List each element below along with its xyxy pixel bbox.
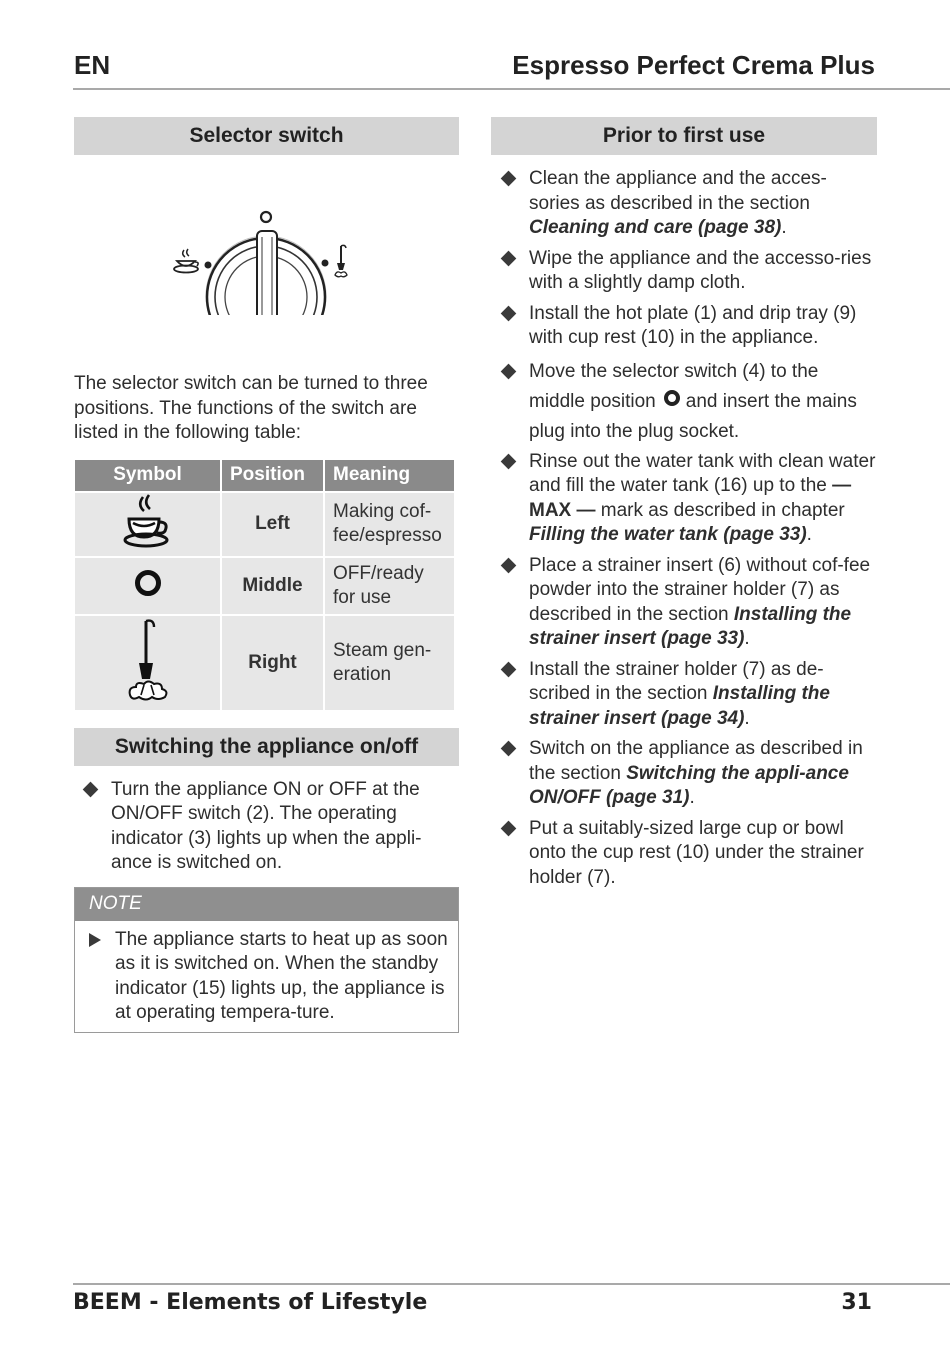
table-row: [75, 616, 454, 710]
column-header: Symbol: [75, 460, 220, 491]
note-body: [75, 921, 458, 1032]
prior-first-use-list: [491, 167, 877, 890]
diamond-bullet-icon: [501, 661, 517, 677]
table-row: [75, 493, 454, 556]
diamond-bullet-icon: [501, 453, 517, 469]
diamond-bullet-icon: [501, 557, 517, 573]
list-item: Install the strainer holder (7) as de-scribed in the section Installing the strainer insert (page 34).: [491, 658, 877, 732]
language-code: EN: [74, 50, 111, 80]
diamond-bullet-icon: [501, 171, 517, 187]
diamond-bullet-icon: [501, 741, 517, 757]
note-text: The appliance starts to heat up as soon as it is switched on. When the standby indicator (15) lights up, the appliance is at operating tempera-ture.: [115, 928, 448, 1023]
meaning-cell: Steam gen-eration: [325, 616, 454, 710]
list-item: Install the hot plate (1) and drip tray (9) with cup rest (10) in the appliance.: [491, 302, 877, 351]
list-item: Move the selector switch (4) to the middle position and insert the mains plug into the plug socket.: [491, 357, 877, 447]
cross-reference: Filling the water tank (page 33): [529, 524, 807, 545]
circle-off-icon: [664, 390, 680, 406]
list-item: Place a strainer insert (6) without cof-fee powder into the strainer holder (7) as described in the section Installing the strainer insert (page 33).: [491, 554, 877, 652]
column-header: Position: [222, 460, 323, 491]
circle-off-icon: [75, 558, 220, 614]
list-item: Clean the appliance and the acces-sories as described in the section Cleaning and care (page 38).: [491, 167, 877, 241]
prior-first-use-heading: Prior to first use: [491, 117, 877, 155]
diamond-bullet-icon: [501, 250, 517, 266]
diamond-bullet-icon: [83, 781, 99, 797]
cross-reference: Installing the strainer insert (page 33): [529, 603, 852, 649]
coffee-cup-icon: [75, 493, 220, 556]
header-divider: [73, 88, 950, 90]
note-label: NOTE: [75, 888, 458, 921]
list-item: Put a suitably-sized large cup or bowl onto the cup rest (10) under the strainer holder (7).: [491, 817, 877, 891]
footer-brand: BEEM - Elements of Lifestyle: [73, 1290, 428, 1315]
list-item: [73, 778, 459, 876]
triangle-bullet-icon: [89, 933, 101, 947]
cross-reference: Switching the appli-ance ON/OFF (page 31): [529, 762, 849, 808]
diamond-bullet-icon: [501, 820, 517, 836]
note-box: [74, 887, 459, 1033]
left-column: [74, 117, 459, 1033]
list-item: Rinse out the water tank with clean water and fill the water tank (16) up to the — MAX — mark as described in chapter Filling the water tank (page 33).: [491, 450, 877, 548]
table-header-row: [75, 460, 454, 491]
footer-divider: [73, 1283, 950, 1285]
selector-intro-text: The selector switch can be turned to three positions. The functions of the switch are listed in the following table:: [74, 373, 428, 443]
column-header: Meaning: [325, 460, 454, 491]
switching-heading: Switching the appliance on/off: [74, 728, 459, 766]
list-item: Wipe the appliance and the accesso-ries with a slightly damp cloth.: [491, 247, 877, 296]
position-cell: Middle: [222, 558, 323, 614]
list-item: Switch on the appliance as described in the section Switching the appli-ance ON/OFF (page 31).: [491, 737, 877, 811]
selector-positions-table: [73, 458, 456, 712]
meaning-cell: Making cof-fee/espresso: [325, 493, 454, 556]
right-column: [491, 117, 877, 890]
cross-reference: Installing the strainer insert (page 34): [529, 683, 830, 729]
diamond-bullet-icon: [501, 363, 517, 379]
selector-switch-illustration: [74, 155, 459, 315]
steam-nozzle-icon: [75, 616, 220, 710]
page-number: 31: [841, 1290, 872, 1315]
selector-switch-heading: Selector switch: [74, 117, 459, 155]
cross-reference: Cleaning and care (page 38): [529, 217, 782, 238]
position-cell: Left: [222, 493, 323, 556]
list-item-text: Turn the appliance ON or OFF at the ON/OFF switch (2). The operating indicator (3) lights up when the appli-ance is switched on.: [111, 778, 422, 873]
manual-title: Espresso Perfect Crema Plus: [512, 50, 875, 80]
meaning-cell: OFF/ready for use: [325, 558, 454, 614]
diamond-bullet-icon: [501, 305, 517, 321]
selector-knob-icon: [74, 155, 459, 315]
position-cell: Right: [222, 616, 323, 710]
switching-list: [73, 778, 459, 876]
table-row: [75, 558, 454, 614]
